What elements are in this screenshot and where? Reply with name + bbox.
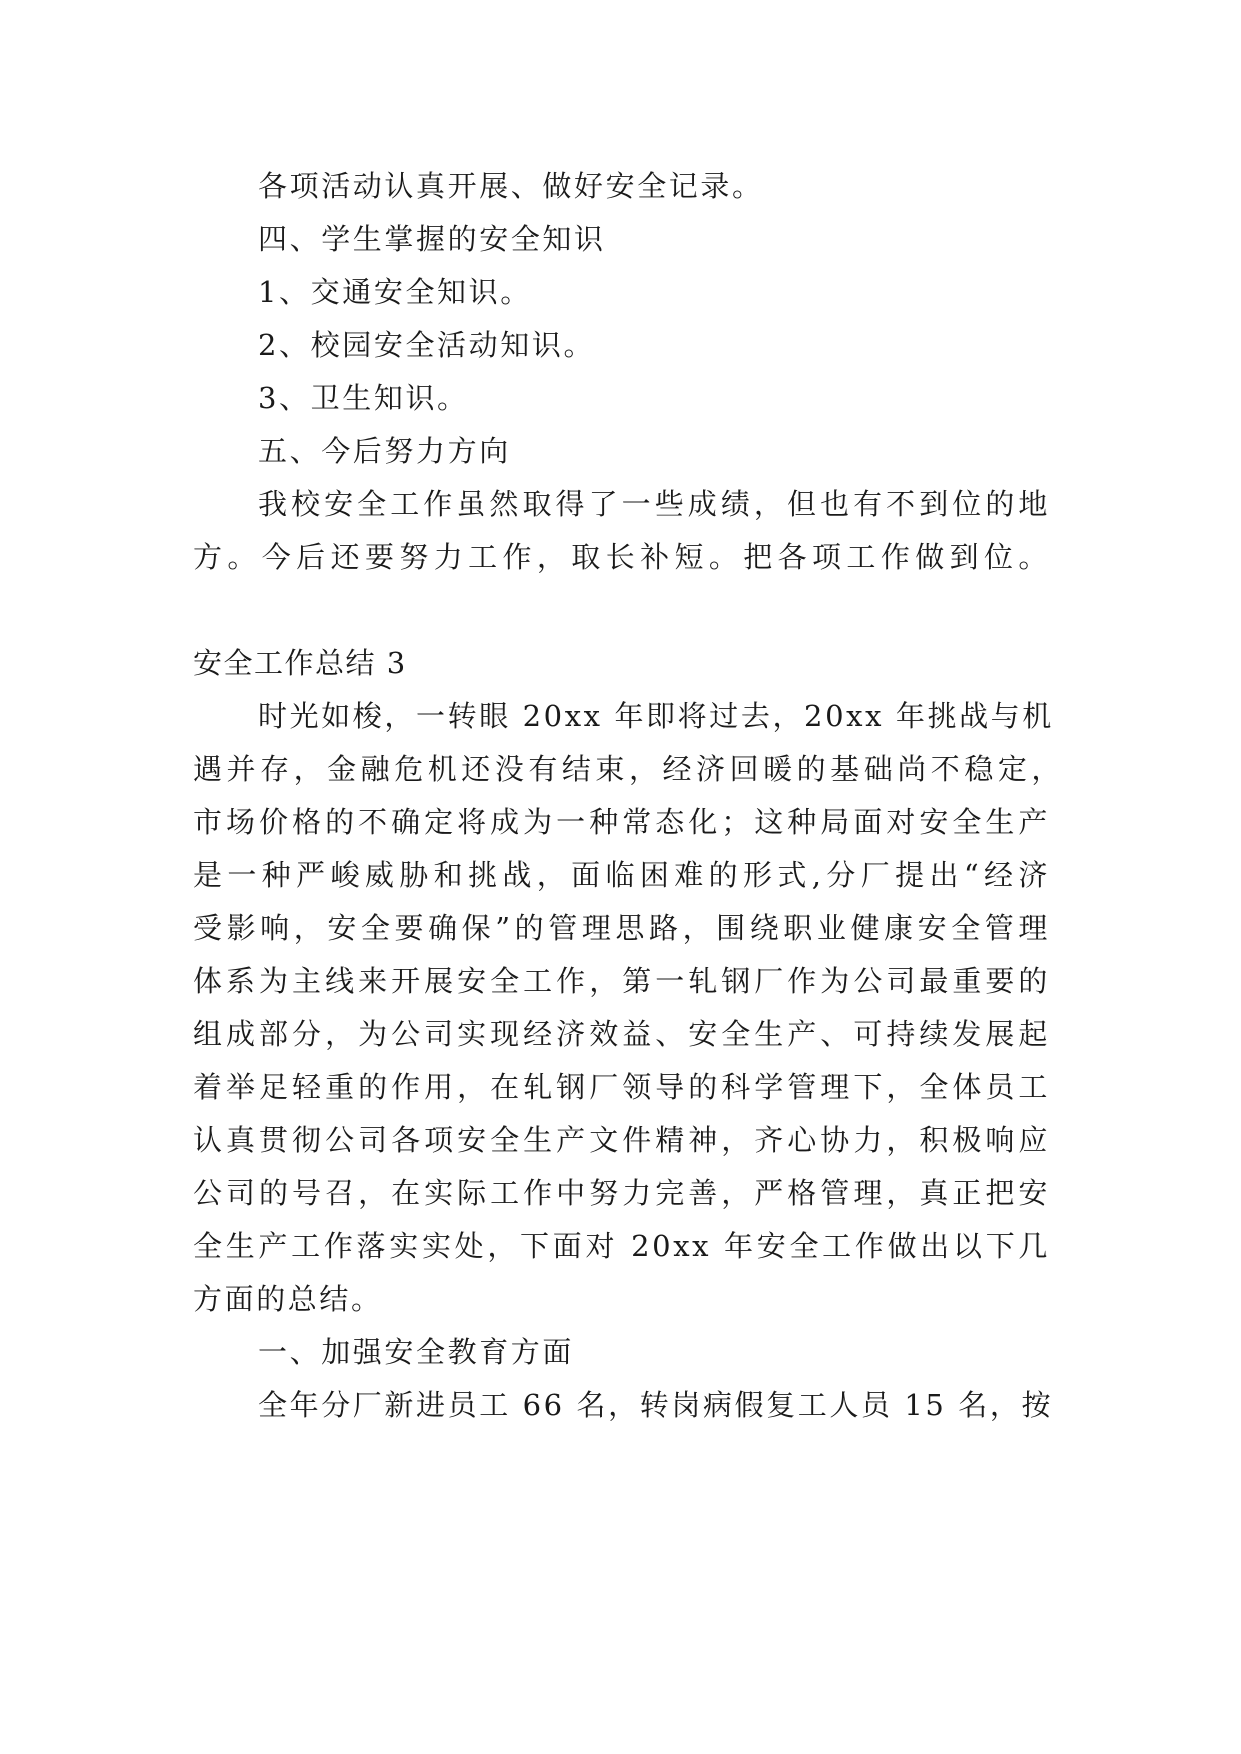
section-heading: 一、加强安全教育方面 [258,1335,575,1369]
body-line: 组成部分，为公司实现经济效益、安全生产、可持续发展起 [193,1017,1050,1051]
body-line: 市场价格的不确定将成为一种常态化；这种局面对安全生产 [193,805,1050,839]
body-line: 遇并存，金融危机还没有结束，经济回暖的基础尚不稳定， [193,752,1063,786]
list-item: 1、交通安全知识。 [258,275,532,309]
list-item: 3、卫生知识。 [258,381,469,415]
body-line: 方。今后还要努力工作，取长补短。把各项工作做到位。 [193,540,1050,574]
body-line: 我校安全工作虽然取得了一些成绩，但也有不到位的地 [258,487,1050,521]
body-line: 是一种严峻威胁和挑战，面临困难的形式,分厂提出“经济 [193,858,1050,892]
body-line: 认真贯彻公司各项安全生产文件精神，齐心协力，积极响应 [193,1123,1050,1157]
body-line: 方面的总结。 [193,1282,383,1316]
body-line: 体系为主线来开展安全工作，第一轧钢厂作为公司最重要的 [193,964,1050,998]
body-line: 受影响，安全要确保”的管理思路，围绕职业健康安全管理 [193,911,1050,945]
body-line: 公司的号召，在实际工作中努力完善，严格管理，真正把安 [193,1176,1050,1210]
body-line: 各项活动认真开展、做好安全记录。 [258,169,764,203]
list-item: 2、校园安全活动知识。 [258,328,596,362]
body-line: 全年分厂新进员工 66 名，转岗病假复工人员 15 名，按 [258,1388,1054,1422]
body-line: 时光如梭，一转眼 20xx 年即将过去，20xx 年挑战与机 [258,699,1054,733]
section-heading: 五、今后努力方向 [258,434,511,468]
body-line: 全生产工作落实实处，下面对 20xx 年安全工作做出以下几 [193,1229,1050,1263]
section-heading: 四、学生掌握的安全知识 [258,222,606,256]
document-heading: 安全工作总结 3 [193,646,407,680]
body-line: 着举足轻重的作用，在轧钢厂领导的科学管理下，全体员工 [193,1070,1050,1104]
